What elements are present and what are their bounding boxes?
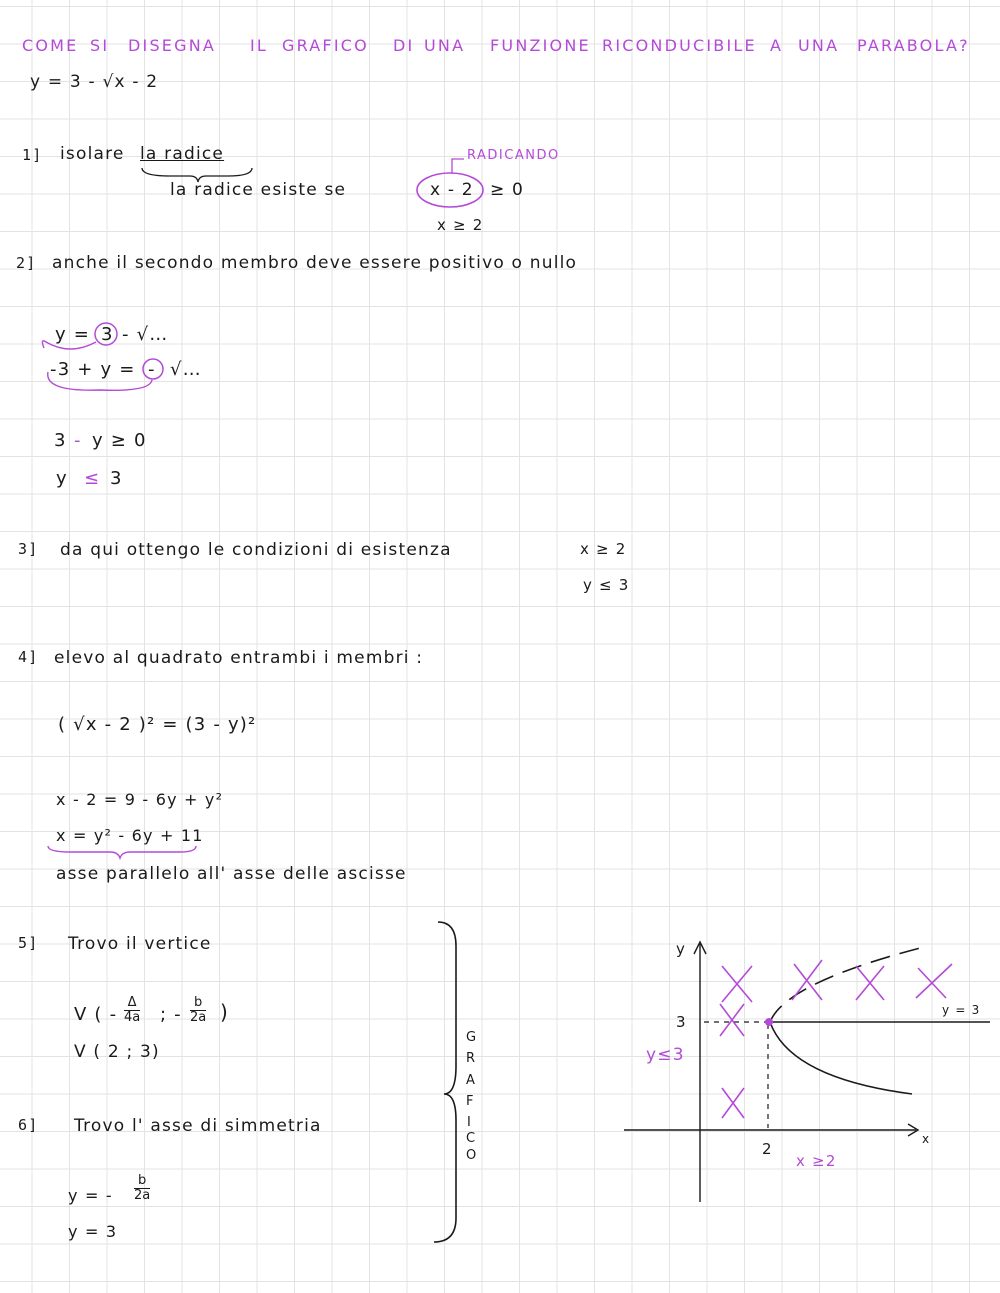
y-axis-label: y [676, 940, 687, 958]
radicand-circle [417, 173, 483, 207]
cross-mark [722, 966, 752, 1002]
step4-eq3: x = y² - 6y + 11 [56, 826, 204, 845]
step4-eq1: ( √x - 2 )² = (3 - y)² [58, 714, 257, 735]
cross-mark [916, 964, 952, 998]
fraction-denominator: 2a [134, 1188, 151, 1203]
graph-condition-y: y≤3 [646, 1045, 685, 1065]
underbrace-parabola [48, 846, 196, 858]
step-number: 1] [22, 146, 43, 164]
x-axis-label: x [922, 1132, 931, 1146]
underbrace-la-radice [142, 168, 252, 182]
step2-eq1-left: y = [55, 324, 91, 345]
radicand-leader [452, 159, 464, 173]
title-word: RICONDUCIBILE [602, 36, 757, 55]
step4-eq2: x - 2 = 9 - 6y + y² [56, 790, 224, 809]
radicand-label: RADICANDO [467, 148, 560, 163]
step-number: 4] [18, 648, 39, 666]
title-word: PARABOLA? [857, 36, 970, 55]
title-word: COME [22, 36, 79, 55]
title-word: UNA [424, 36, 466, 55]
step2-text: anche il secondo membro deve essere positivo o nullo [52, 253, 578, 273]
side-letter: C [466, 1131, 477, 1146]
step2-eq1-right: - √… [122, 324, 169, 345]
vertex-formula-prefix: V ( - [74, 1004, 118, 1025]
cross-mark [856, 966, 884, 1000]
title-word: DISEGNA [128, 36, 217, 55]
big-right-brace [434, 922, 456, 1242]
step2-ineq1: 3 [54, 430, 67, 451]
vertex-point [765, 1018, 773, 1026]
circle-minus [143, 359, 163, 379]
side-letter: F [466, 1094, 475, 1109]
circle-3 [95, 323, 117, 345]
step-number: 6] [18, 1116, 39, 1134]
title-word: IL [250, 36, 269, 55]
step2-eq1-circled: 3 [101, 324, 114, 345]
fraction-numerator: b [193, 995, 203, 1010]
main-equation: y = 3 - √x - 2 [30, 72, 159, 92]
step1-note: la radice esiste se [170, 180, 347, 200]
title-word: A [770, 36, 784, 55]
condition-y: y ≤ 3 [583, 576, 630, 594]
side-letter: R [466, 1051, 477, 1066]
move-arrow-bottom [48, 372, 152, 390]
tick-y-3: 3 [676, 1013, 687, 1031]
side-letter: I [467, 1115, 473, 1130]
side-letter: G [466, 1030, 478, 1045]
title-word: GRAFICO [282, 36, 369, 55]
step2-ineq2: y [56, 468, 68, 489]
step2-ineq1: - [74, 430, 82, 451]
step2-eq2-right: √… [170, 359, 202, 380]
radicand-expression: x - 2 [430, 180, 474, 200]
step1-text-underlined: la radice [140, 144, 225, 164]
line-label-y3: y = 3 [942, 1003, 981, 1017]
step2-eq2-circled: - [148, 359, 156, 380]
title-word: FUNZIONE [490, 36, 591, 55]
tick-x-2: 2 [762, 1140, 773, 1158]
vertex-formula-suffix: ) [220, 1000, 230, 1024]
cross-mark [720, 1004, 744, 1036]
graph-condition-x: x ≥2 [796, 1152, 837, 1170]
step-number: 2] [16, 254, 37, 272]
step-number: 5] [18, 934, 39, 952]
parabola-lower-branch [770, 1022, 912, 1094]
vertex-formula-mid: ; - [160, 1004, 182, 1025]
axis-result: y = 3 [68, 1222, 118, 1241]
step3-text: da qui ottengo le condizioni di esistenza [60, 540, 452, 560]
cross-mark [722, 1088, 744, 1118]
step5-text: Trovo il vertice [68, 934, 212, 954]
title-word: UNA [798, 36, 840, 55]
condition-x: x ≥ 2 [580, 540, 627, 558]
step4-note: asse parallelo all' asse delle ascisse [56, 864, 407, 884]
step1-result: x ≥ 2 [437, 216, 484, 234]
axis-formula-prefix: y = - [68, 1186, 113, 1205]
vertex-result: V ( 2 ; 3) [74, 1042, 160, 1062]
step-number: 3] [18, 540, 39, 558]
fraction-numerator: Δ [127, 995, 137, 1010]
fraction-denominator: 4a [124, 1010, 141, 1025]
step2-ineq1: y ≥ 0 [92, 430, 147, 451]
side-letter: O [466, 1148, 478, 1163]
radicand-condition: ≥ 0 [490, 180, 525, 200]
fraction-numerator: b [137, 1173, 147, 1188]
step1-text: isolare [60, 144, 125, 164]
fraction-denominator: 2a [190, 1010, 207, 1025]
title-word: DI [393, 36, 415, 55]
excluded-region-crosses [720, 960, 952, 1118]
step2-eq2-left: -3 + y = [50, 359, 136, 380]
cross-mark [792, 960, 822, 1000]
step2-ineq2: ≤ [84, 468, 101, 489]
move-arrow-left [42, 341, 96, 349]
step4-text: elevo al quadrato entrambi i membri : [54, 648, 424, 668]
side-letter: A [466, 1073, 477, 1088]
step6-text: Trovo l' asse di simmetria [74, 1116, 322, 1136]
parabola-upper-branch [770, 946, 928, 1022]
title-word: SI [90, 36, 110, 55]
step2-ineq2: 3 [110, 468, 123, 489]
